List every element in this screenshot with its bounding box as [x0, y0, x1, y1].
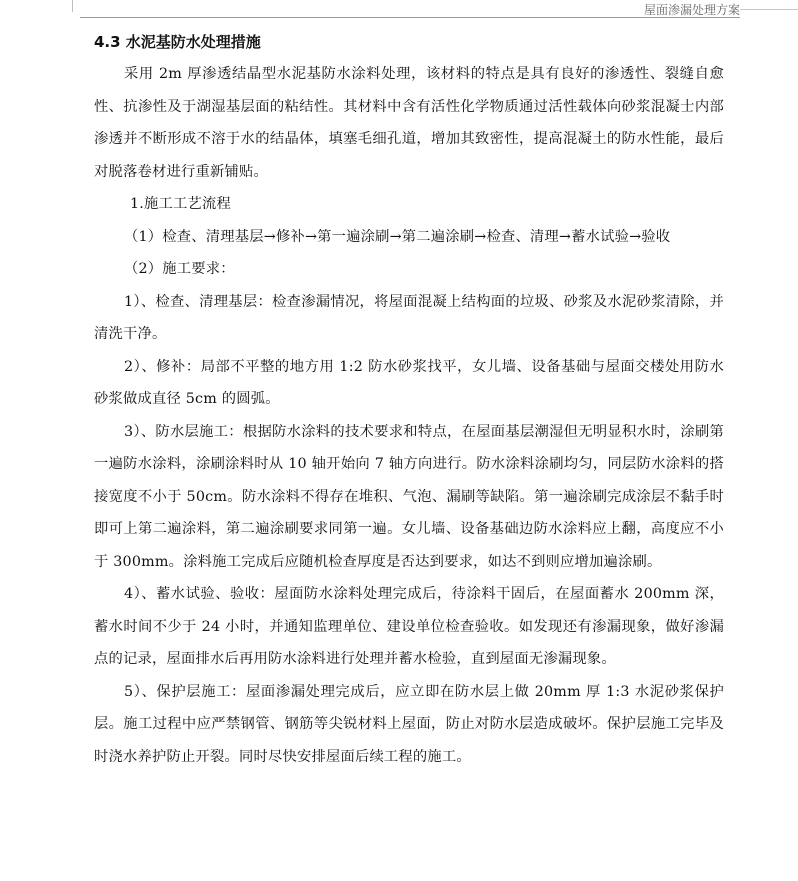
paragraph-step-1: 1）、检查、清理基层：检查渗漏情况，将屋面混凝上结构面的垃圾、砂浆及水泥砂浆清除，并清洗干净。 [94, 293, 724, 342]
paragraph-step-4: 4）、蓄水试验、验收：屋面防水涂料处理完成后，待涂料干固后，在屋面蓄水 200mm 深，蓄水时间不少于 24 小时，并通知监理单位、建设单位检查验收。如发现还有渗漏现象，做好渗漏点的记录，屋面排水后再用防水涂料进行处理并蓄水检验，直到屋面无渗漏现象。 [94, 586, 724, 667]
paragraph-intro: 采用 2m 厚渗透结晶型水泥基防水涂料处理，该材料的特点是具有良好的渗透性、裂缝自愈性、抗渗性及于湖湿基层面的粘结性。其材料中含有活性化学物质通过活性载体向砂浆混凝士内部渗透并不断形成不溶于水的结晶体，填塞毛细孔道，增加其致密性，提高混凝土的防水性能，最后对脱落卷材进行重新铺贴。 [94, 66, 724, 180]
paragraph-step-5: 5）、保护层施工：屋面渗漏处理完成后，应立即在防水层上做 20mm 厚 1:3 水泥砂浆保护层。施工过程中应严禁钢管、钢筋等尖锐材料上屋面，防止对防水层造成破坏。保护层施工完毕及时浇水养护防止开裂。同时尽快安排屋面后续工程的施工。 [94, 683, 724, 765]
header-rule [80, 0, 740, 18]
section-title: 4.3 水泥基防水处理措施 [94, 33, 261, 51]
document-body [94, 32, 724, 773]
paragraph-process-flow: （1）检查、清理基层→修补→第一遍涂刷→第二遍涂刷→检查、清理→蓄水试验→验收 [124, 228, 671, 245]
page-margin-mark [72, 0, 73, 12]
paragraph-process-heading: 1.施工工艺流程 [130, 196, 232, 212]
paragraph-requirements-heading: （2）施工要求： [124, 261, 235, 277]
paragraph-step-2: 2）、修补：局部不平整的地方用 1:2 防水砂浆找平，女儿墙、设备基础与屋面交楼处用防水砂浆做成直径 5cm 的圆弧。 [94, 358, 724, 407]
running-header: 屋面渗漏处理方案 [643, 3, 740, 17]
paragraph-step-3: 3）、防水层施工：根据防水涂料的技术要求和特点，在屋面基层潮湿但无明显积水时，涂刷第一遍防水涂料，涂刷涂料时从 10 轴开始向 7 轴方向进行。防水涂料涂刷均匀，同层防水涂料的搭接宽度不小于 50cm。防水涂料不得存在堆积、气泡、漏刷等缺陷。第一遍涂刷完成涂层不黏手时即可上第二遍涂料，第二遍涂刷要求同第一遍。女儿墙、设备基础边防水涂料应上翻，高度应不小于 300mm。涂料施工完成后应随机检查厚度是否达到要求，如达不到则应增加遍涂刷。 [94, 423, 724, 570]
header-rule-extension [740, 9, 798, 10]
